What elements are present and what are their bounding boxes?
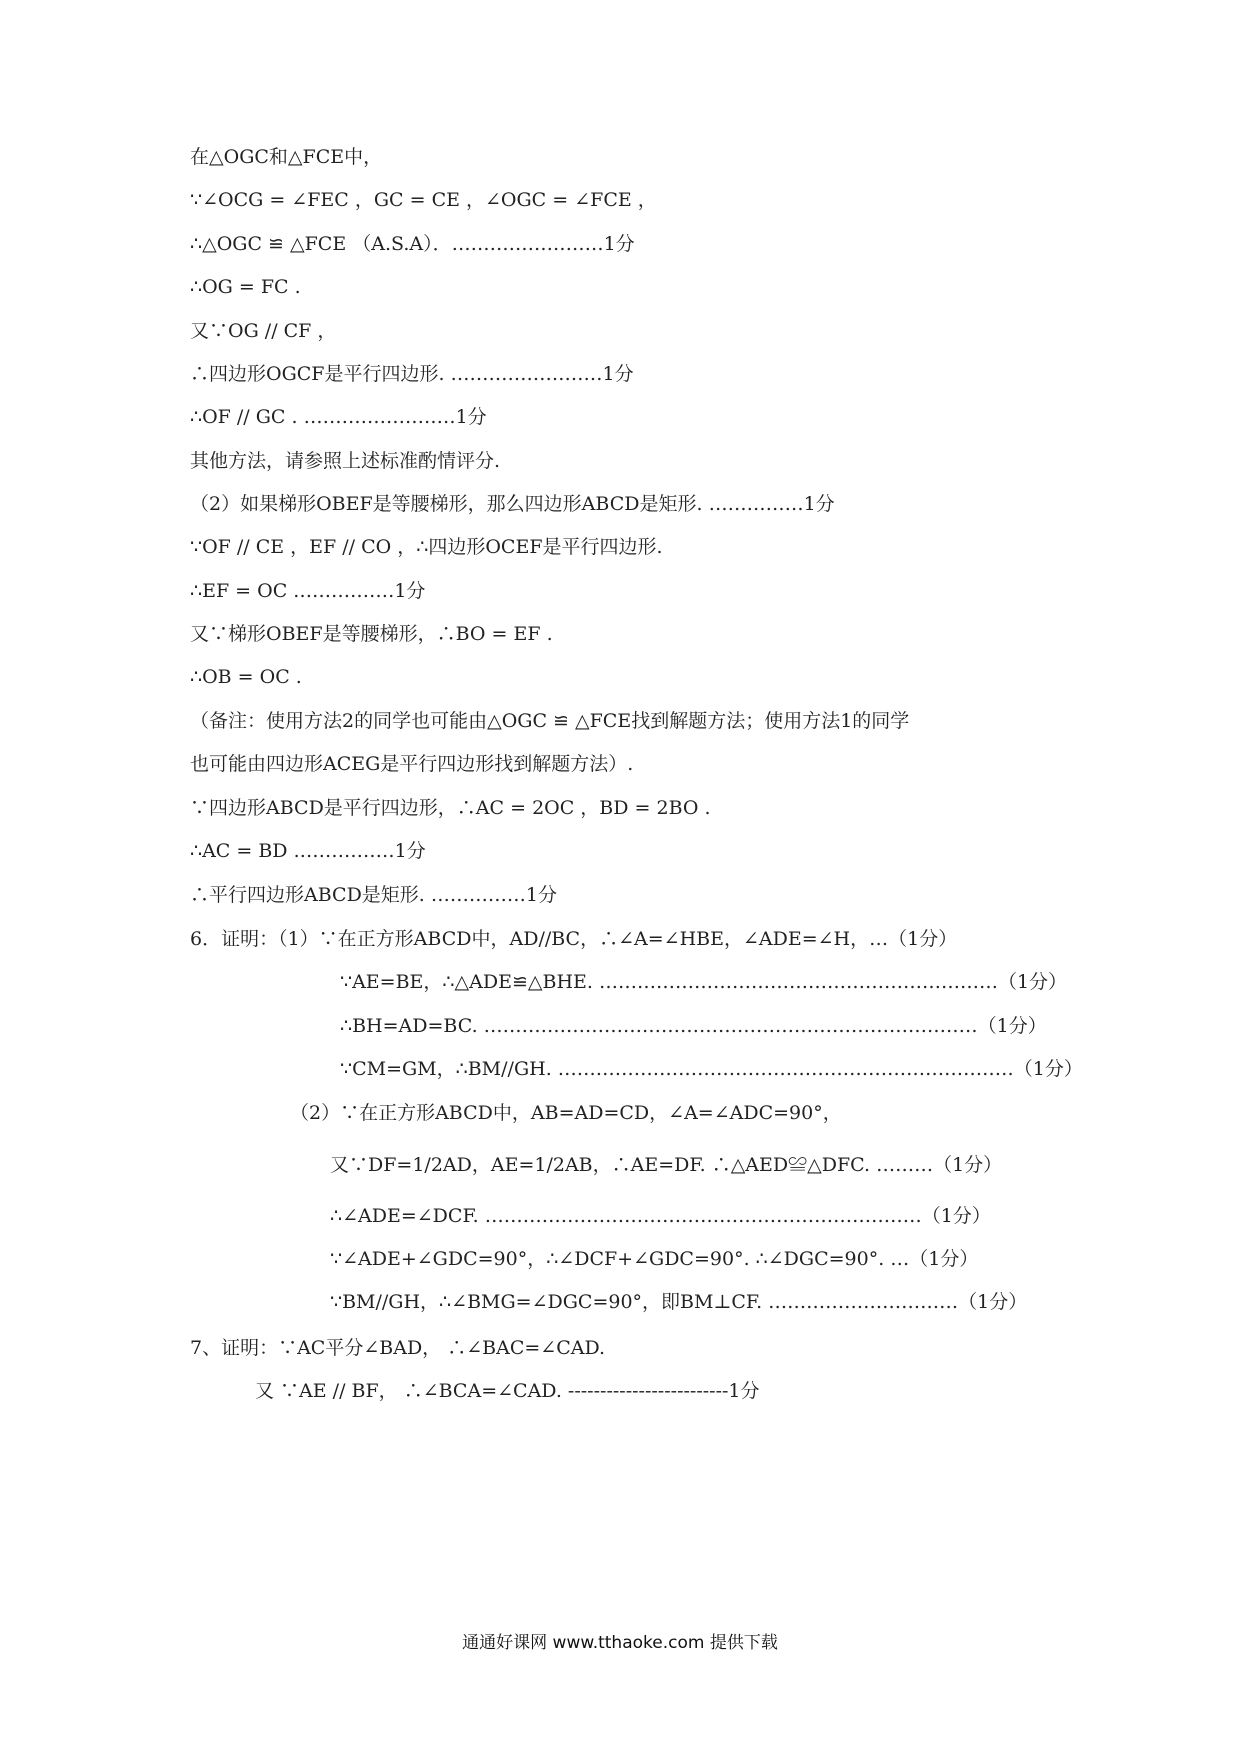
text-line: 7、证明：∵AC平分∠BAD， ∴∠BAC=∠CAD. (190, 1337, 606, 1359)
text-line: ∴平行四边形ABCD是矩形. ……………1分 (190, 884, 557, 906)
text-line: ∵∠ADE+∠GDC=90°，∴∠DCF+∠GDC=90°. ∴∠DGC=90°. …（1分） (330, 1248, 979, 1270)
text-line: （2）∵在正方形ABCD中，AB=AD=CD，∠A=∠ADC=90°， (290, 1102, 842, 1124)
text-line: ∵OF // CE ，EF // CO ，∴四边形OCEF是平行四边形. (190, 536, 663, 558)
text-line: ∵AE=BE，∴△ADE≌△BHE. ………………………………………………………（1分） (340, 971, 1068, 993)
text-line: 又∵梯形OBEF是等腰梯形，∴BO = EF . (190, 623, 553, 645)
text-line: ∴四边形OGCF是平行四边形. ……………………1分 (190, 363, 634, 385)
text-line: ∴AC = BD .……………1分 (190, 840, 426, 862)
text-line: 又∵OG // CF ， (190, 320, 337, 342)
text-line: ∵BM//GH，∴∠BMG=∠DGC=90°，即BM⊥CF. …………………………（1分） (330, 1291, 1028, 1313)
text-line: （备注：使用方法2的同学也可能由△OGC ≌ △FCE找到解题方法；使用方法1的同学 (190, 710, 910, 732)
text-line: ∵四边形ABCD是平行四边形，∴AC = 2OC ，BD = 2BO . (190, 797, 711, 819)
text-line: ∴OG = FC . (190, 276, 301, 298)
text-line: ∴OB = OC . (190, 666, 302, 688)
text-line: 也可能由四边形ACEG是平行四边形找到解题方法）. (190, 753, 634, 775)
text-line: 其他方法，请参照上述标准酌情评分. (190, 450, 501, 472)
text-line: 又 ∵AE // BF， ∴∠BCA=∠CAD. -------------------------1分 (255, 1380, 760, 1402)
text-line: ∴OF // GC . ……………………1分 (190, 406, 487, 428)
text-line: 又∵DF=1/2AD，AE=1/2AB，∴AE=DF. ∴△AED≌△DFC. ………（1分） (330, 1154, 1003, 1176)
text-line: ∴△OGC ≌ △FCE （A.S.A）．……………………1分 (190, 233, 635, 255)
page-footer: 通通好课网 www.tthaoke.com 提供下载 (462, 1633, 778, 1653)
text-line: ∴BH=AD=BC. ……………………………………………………………………（1分） (340, 1015, 1047, 1037)
text-line: ∴EF = OC .……………1分 (190, 580, 426, 602)
text-line: 在△OGC和△FCE中， (190, 146, 383, 168)
text-line: ∴∠ADE=∠DCF. ……………………………………………………………（1分） (330, 1205, 991, 1227)
text-line: ∵∠OCG = ∠FEC ，GC = CE ，∠OGC = ∠FCE ， (190, 189, 657, 211)
text-line: 6．证明：（1）∵在正方形ABCD中，AD//BC，∴∠A=∠HBE，∠ADE=∠H，…（1分） (190, 928, 958, 950)
text-line: ∵CM=GM，∴BM//GH. ………………………………………………………………（1分） (340, 1058, 1083, 1080)
text-line: （2）如果梯形OBEF是等腰梯形，那么四边形ABCD是矩形. ……………1分 (190, 493, 835, 515)
